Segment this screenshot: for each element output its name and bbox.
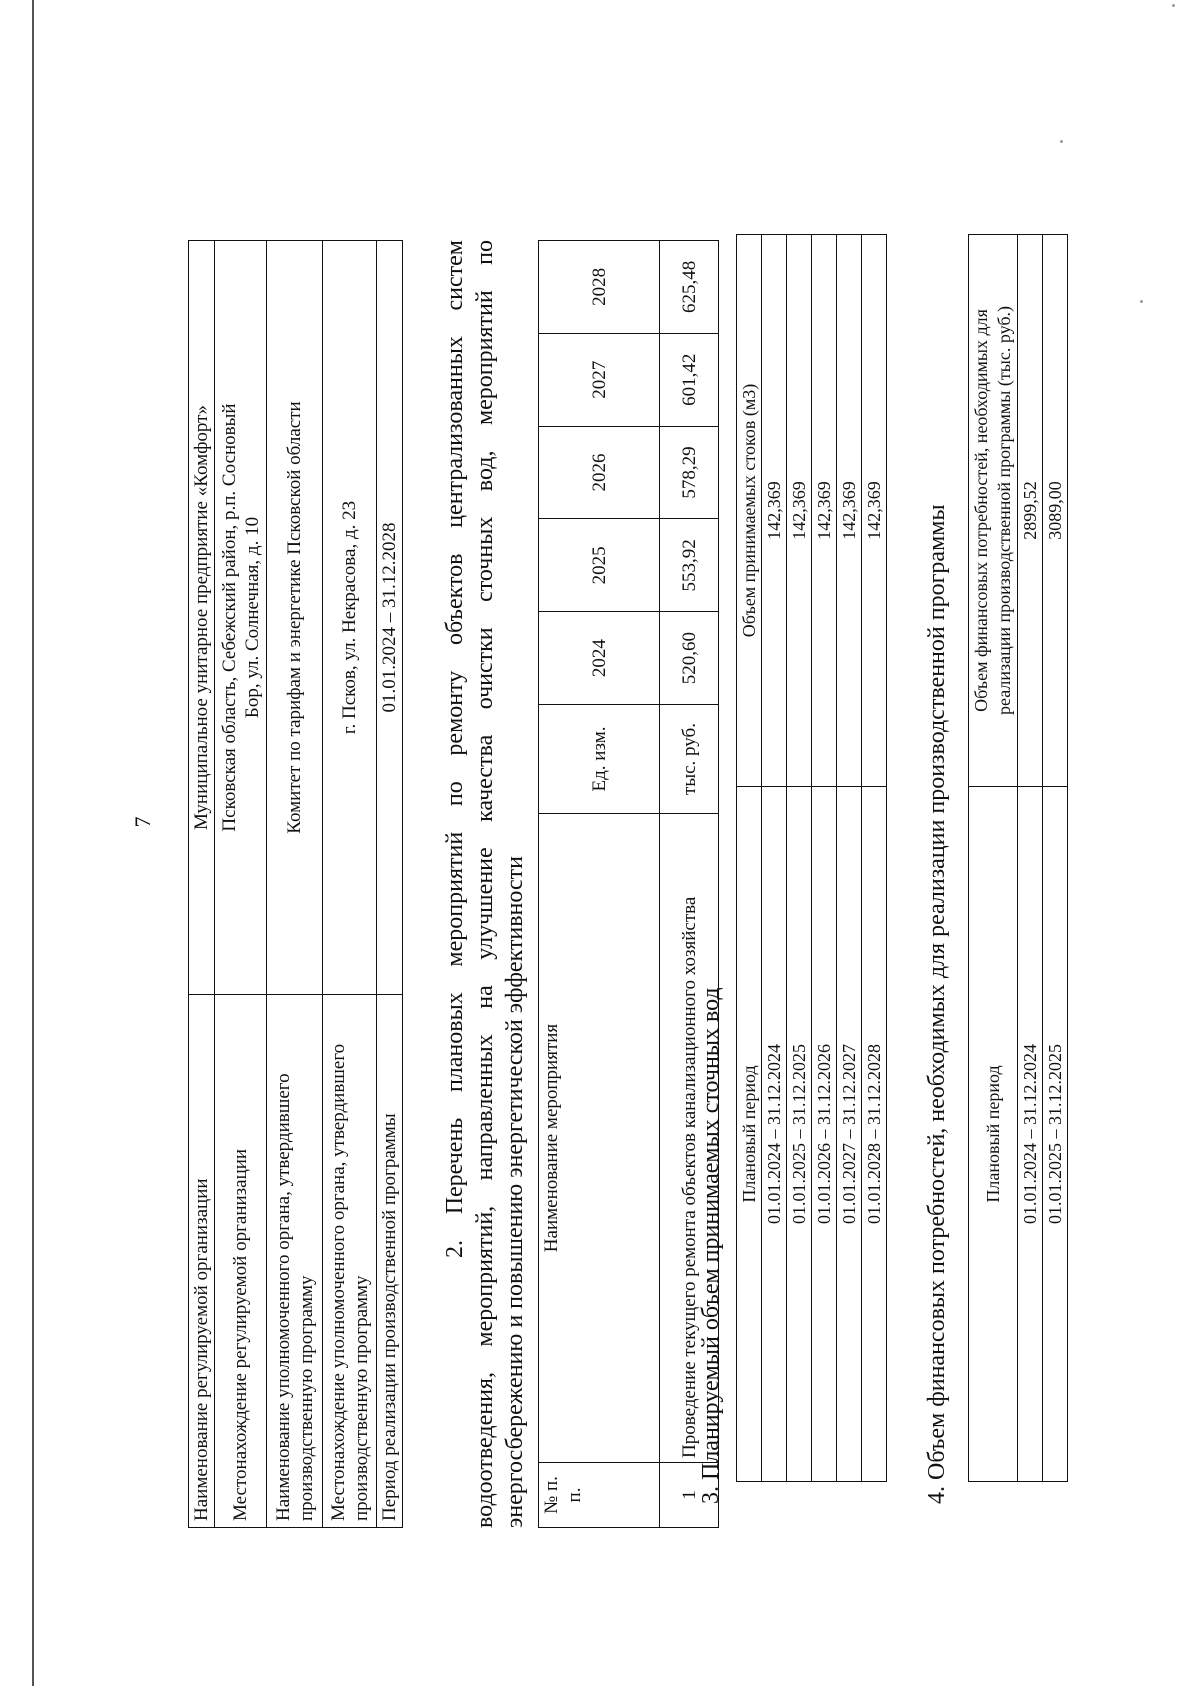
section-4-heading: 4. Объем финансовых потребностей, необходимых для реализации производственной программы [924, 504, 950, 1504]
table-cell-value: 601,42 [660, 333, 719, 426]
table-cell-label: Местонахождение уполномоченного органа, утвердившего производственную программу [323, 995, 377, 1528]
table-cell-label: Период реализации производственной программы [377, 995, 403, 1528]
table-cell-value: Муниципальное унитарное предприятие «Комфорт» [189, 241, 215, 995]
table-cell-period: 01.01.2024 – 31.12.2024 [1018, 787, 1043, 1482]
rotated-document-page [0, 30, 1120, 1680]
table-cell-period: 01.01.2025 – 31.12.2025 [1043, 787, 1068, 1482]
table-cell-value: 01.01.2024 – 31.12.2028 [377, 241, 403, 995]
table-row [837, 235, 862, 1482]
column-header-period: Плановый период [737, 787, 762, 1482]
table-row [215, 241, 267, 1528]
table-cell-label: Наименование регулируемой организации [189, 995, 215, 1528]
table-row [862, 235, 887, 1482]
table-cell-period: 01.01.2024 – 31.12.2024 [762, 787, 787, 1482]
table-cell-value: 553,92 [660, 519, 719, 612]
planned-events-table [538, 240, 719, 1528]
table-cell-value: 625,48 [660, 241, 719, 334]
column-header-unit: Ед. изм. [539, 705, 660, 814]
column-header-year: 2028 [539, 241, 660, 334]
column-header-volume: Объем принимаемых стоков (м3) [737, 235, 762, 787]
table-row [267, 241, 323, 1528]
column-header-amount: Объем финансовых потребностей, необходимых для реализации производственной программы (тыс. руб.) [969, 235, 1018, 787]
table-cell-value: Комитет по тарифам и энергетике Псковской области [267, 241, 323, 995]
table-row [1043, 235, 1068, 1482]
table-row [323, 241, 377, 1528]
column-header-year: 2026 [539, 426, 660, 519]
section-3-heading: 3. Планируемый объем принимаемых сточных вод [698, 987, 724, 1504]
table-cell-label: Местонахождение регулируемой организации [215, 995, 267, 1528]
organization-info-table [188, 240, 403, 1528]
table-row [377, 241, 403, 1528]
table-row [812, 235, 837, 1482]
page-number: 7 [130, 816, 155, 828]
column-header-number: № п. п. [539, 1463, 660, 1528]
financial-needs-table [968, 234, 1068, 1482]
table-cell-volume: 142,369 [862, 235, 887, 787]
table-row [189, 241, 215, 1528]
column-header-event-name: Наименование мероприятия [539, 814, 660, 1463]
table-row [787, 235, 812, 1482]
table-row [762, 235, 787, 1482]
table-cell-volume: 142,369 [762, 235, 787, 787]
table-cell-value: 520,60 [660, 612, 719, 705]
scan-speck [1172, 4, 1175, 7]
table-cell-amount: 3089,00 [1043, 235, 1068, 787]
section-2-heading: 2. Перечень плановых мероприятий по ремонту объектов централизованных систем водоотведения, мероприятий, направленных на улучшение качества очистки сточных вод, мероприятий по энергосбережению и повышению энергетической эффективности [442, 240, 528, 1528]
wastewater-volume-table [736, 234, 887, 1482]
table-cell-value: Псковская область, Себежский район, р.п. Сосновый Бор, ул. Солнечная, д. 10 [215, 241, 267, 995]
table-cell-volume: 142,369 [837, 235, 862, 787]
table-row [1018, 235, 1043, 1482]
table-cell-period: 01.01.2028 – 31.12.2028 [862, 787, 887, 1482]
table-header-row [737, 235, 762, 1482]
table-header-row [539, 241, 660, 1528]
table-cell-number: 1 [660, 1463, 719, 1528]
table-cell-volume: 142,369 [787, 235, 812, 787]
table-cell-period: 01.01.2025 – 31.12.2025 [787, 787, 812, 1482]
table-cell-period: 01.01.2027 – 31.12.2027 [837, 787, 862, 1482]
table-cell-amount: 2899,52 [1018, 235, 1043, 787]
table-cell-event-name: Проведение текущего ремонта объектов канализационного хозяйства [660, 814, 719, 1463]
table-cell-period: 01.01.2026 – 31.12.2026 [812, 787, 837, 1482]
column-header-year: 2027 [539, 333, 660, 426]
table-cell-label: Наименование уполномоченного органа, утвердившего производственную программу [267, 995, 323, 1528]
table-cell-value: 578,29 [660, 426, 719, 519]
column-header-year: 2024 [539, 612, 660, 705]
table-cell-unit: тыс. руб. [660, 705, 719, 814]
table-header-row [969, 235, 1018, 1482]
table-cell-value: г. Псков, ул. Некрасова, д. 23 [323, 241, 377, 995]
column-header-period: Плановый период [969, 787, 1018, 1482]
scan-speck [1140, 300, 1143, 303]
table-cell-volume: 142,369 [812, 235, 837, 787]
column-header-year: 2025 [539, 519, 660, 612]
